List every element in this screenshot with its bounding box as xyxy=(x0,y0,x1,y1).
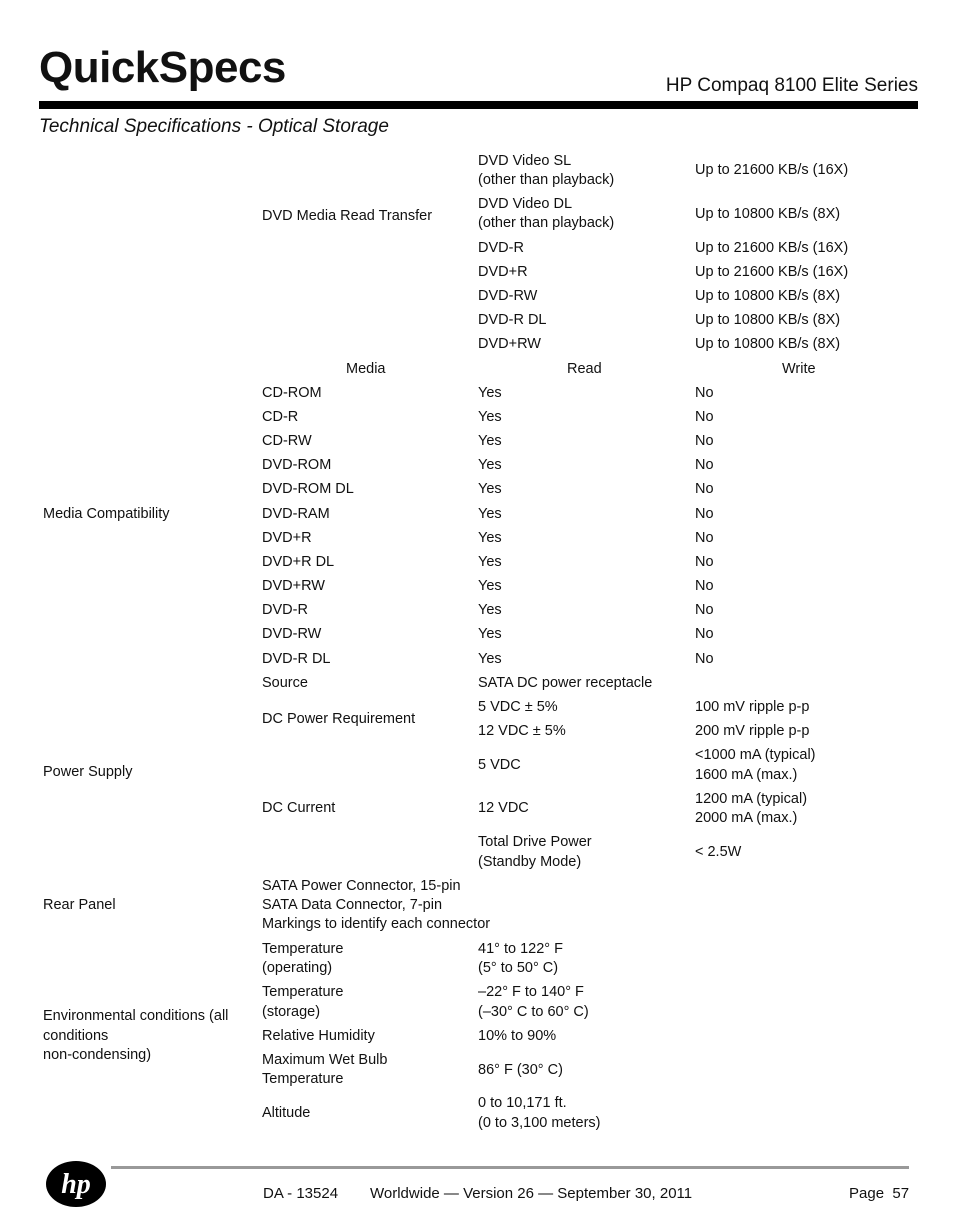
dc-requirement-label: DC Power Requirement xyxy=(262,711,416,727)
env-key: Maximum Wet Bulb xyxy=(262,1052,388,1068)
page-number: Page 57 xyxy=(849,1185,910,1202)
compat-read: Yes xyxy=(478,530,502,546)
product-name: HP Compaq 8100 Elite Series xyxy=(665,75,918,96)
brand-title: QuickSpecs xyxy=(39,43,286,92)
source-label: Source xyxy=(262,675,308,691)
compat-read: Yes xyxy=(478,433,502,449)
standby-power: < 2.5W xyxy=(695,844,742,860)
dvd-read-note: (other than playback) xyxy=(478,172,615,188)
dvd-read-note: (other than playback) xyxy=(478,215,615,231)
env-key: Altitude xyxy=(262,1105,311,1121)
compat-media: CD-R xyxy=(262,409,299,425)
compat-read: Yes xyxy=(478,481,502,497)
compat-media: DVD+R DL xyxy=(262,554,335,570)
env-value: 0 to 10,171 ft. xyxy=(478,1095,567,1111)
env-value-note: (0 to 3,100 meters) xyxy=(478,1115,601,1131)
env-key-note: (operating) xyxy=(262,960,333,976)
compat-media: DVD+R xyxy=(262,530,312,546)
dvd-read-rate: Up to 21600 KB/s (16X) xyxy=(695,240,849,256)
compat-media: DVD-RW xyxy=(262,626,322,642)
environmental-title: Environmental conditions xyxy=(43,1008,206,1024)
dvd-read-media: DVD-R DL xyxy=(478,312,547,328)
compat-media: CD-RW xyxy=(262,433,312,449)
hp-logo-icon xyxy=(44,1160,108,1208)
env-key-note: (storage) xyxy=(262,1004,321,1020)
compat-media: DVD-RAM xyxy=(262,506,330,522)
dvd-read-rate: Up to 10800 KB/s (8X) xyxy=(695,336,841,352)
section-title: Technical Specifications - Optical Storage xyxy=(39,116,389,137)
compat-media: CD-ROM xyxy=(262,385,322,401)
compat-write: No xyxy=(695,481,714,497)
env-value: 10% to 90% xyxy=(478,1028,557,1044)
hp-logo-text: hp xyxy=(61,1169,91,1200)
footer-rule xyxy=(111,1166,909,1169)
compat-media: DVD+RW xyxy=(262,578,325,594)
env-key: Relative Humidity xyxy=(262,1028,375,1044)
dc-current-typical: <1000 mA (typical) xyxy=(695,747,816,763)
doc-number: DA - 13524 xyxy=(263,1185,339,1202)
dvd-read-rate: Up to 10800 KB/s (8X) xyxy=(695,312,841,328)
compat-write: No xyxy=(695,530,714,546)
dc-current-label: DC Current xyxy=(262,800,336,816)
dc-current-max: 1600 mA (max.) xyxy=(695,767,798,783)
dc-req-ripple: 200 mV ripple p-p xyxy=(695,723,810,739)
compat-read: Yes xyxy=(478,651,502,667)
env-key-note: Temperature xyxy=(262,1071,344,1087)
compat-write: No xyxy=(695,651,714,667)
dvd-read-rate: Up to 21600 KB/s (16X) xyxy=(695,264,849,280)
dvd-read-media: DVD+R xyxy=(478,264,528,280)
env-value: 86° F (30° C) xyxy=(478,1062,563,1078)
dc-req-ripple: 100 mV ripple p-p xyxy=(695,699,810,715)
environmental-note: non-condensing) xyxy=(43,1047,152,1063)
environmental-note: (all xyxy=(209,1008,229,1024)
version-line: Worldwide — Version 26 — September 30, 2011 xyxy=(370,1185,693,1202)
dvd-read-media: DVD-RW xyxy=(478,288,538,304)
compat-read: Yes xyxy=(478,409,502,425)
rear-panel-line: SATA Data Connector, 7-pin xyxy=(262,897,443,913)
env-value: –22° F to 140° F xyxy=(478,984,584,1000)
env-key: Temperature xyxy=(262,984,344,1000)
compat-media: DVD-ROM xyxy=(262,457,332,473)
rear-panel-line: SATA Power Connector, 15-pin xyxy=(262,878,461,894)
env-key: Temperature xyxy=(262,941,344,957)
compat-write: No xyxy=(695,578,714,594)
dc-current-voltage: 12 VDC xyxy=(478,800,529,816)
dc-req-voltage: 12 VDC ± 5% xyxy=(478,723,566,739)
environmental-label xyxy=(43,1007,228,1027)
compat-media: DVD-R DL xyxy=(262,651,331,667)
compat-read: Yes xyxy=(478,506,502,522)
dc-current-max: 2000 mA (max.) xyxy=(695,810,798,826)
dvd-read-media: DVD-R xyxy=(478,240,524,256)
compat-write: No xyxy=(695,554,714,570)
header-write: Write xyxy=(782,361,816,377)
compat-write: No xyxy=(695,457,714,473)
compat-read: Yes xyxy=(478,554,502,570)
total-drive-power: Total Drive Power xyxy=(478,834,592,850)
header-rule xyxy=(39,101,918,109)
compat-read: Yes xyxy=(478,578,502,594)
env-value-note: (5° to 50° C) xyxy=(478,960,559,976)
dvd-read-rate: Up to 10800 KB/s (8X) xyxy=(695,288,841,304)
env-value: 41° to 122° F xyxy=(478,941,563,957)
dvd-read-media: DVD Video DL xyxy=(478,196,573,212)
environmental-note: conditions xyxy=(43,1028,109,1044)
source-value: SATA DC power receptacle xyxy=(478,675,653,691)
rear-panel-label: Rear Panel xyxy=(43,897,116,913)
env-value-note: (–30° C to 60° C) xyxy=(478,1004,589,1020)
dvd-read-rate: Up to 21600 KB/s (16X) xyxy=(695,162,849,178)
compat-media: DVD-ROM DL xyxy=(262,481,354,497)
dc-current-typical: 1200 mA (typical) xyxy=(695,791,808,807)
rear-panel-line: Markings to identify each connector xyxy=(262,916,491,932)
compat-write: No xyxy=(695,626,714,642)
compat-write: No xyxy=(695,385,714,401)
dvd-read-rate: Up to 10800 KB/s (8X) xyxy=(695,206,841,222)
compat-write: No xyxy=(695,506,714,522)
standby-mode: (Standby Mode) xyxy=(478,854,582,870)
dc-current-voltage: 5 VDC xyxy=(478,757,521,773)
compat-read: Yes xyxy=(478,602,502,618)
compat-write: No xyxy=(695,602,714,618)
compat-write: No xyxy=(695,433,714,449)
compat-write: No xyxy=(695,409,714,425)
dvd-read-label: DVD Media Read Transfer xyxy=(262,208,433,224)
header-media: Media xyxy=(346,361,386,377)
compat-read: Yes xyxy=(478,385,502,401)
compat-media: DVD-R xyxy=(262,602,308,618)
header-read: Read xyxy=(567,361,602,377)
media-compatibility-label: Media Compatibility xyxy=(43,506,170,522)
dc-req-voltage: 5 VDC ± 5% xyxy=(478,699,558,715)
dvd-read-media: DVD Video SL xyxy=(478,153,572,169)
compat-read: Yes xyxy=(478,626,502,642)
power-supply-label: Power Supply xyxy=(43,764,133,780)
dvd-read-media: DVD+RW xyxy=(478,336,541,352)
compat-read: Yes xyxy=(478,457,502,473)
